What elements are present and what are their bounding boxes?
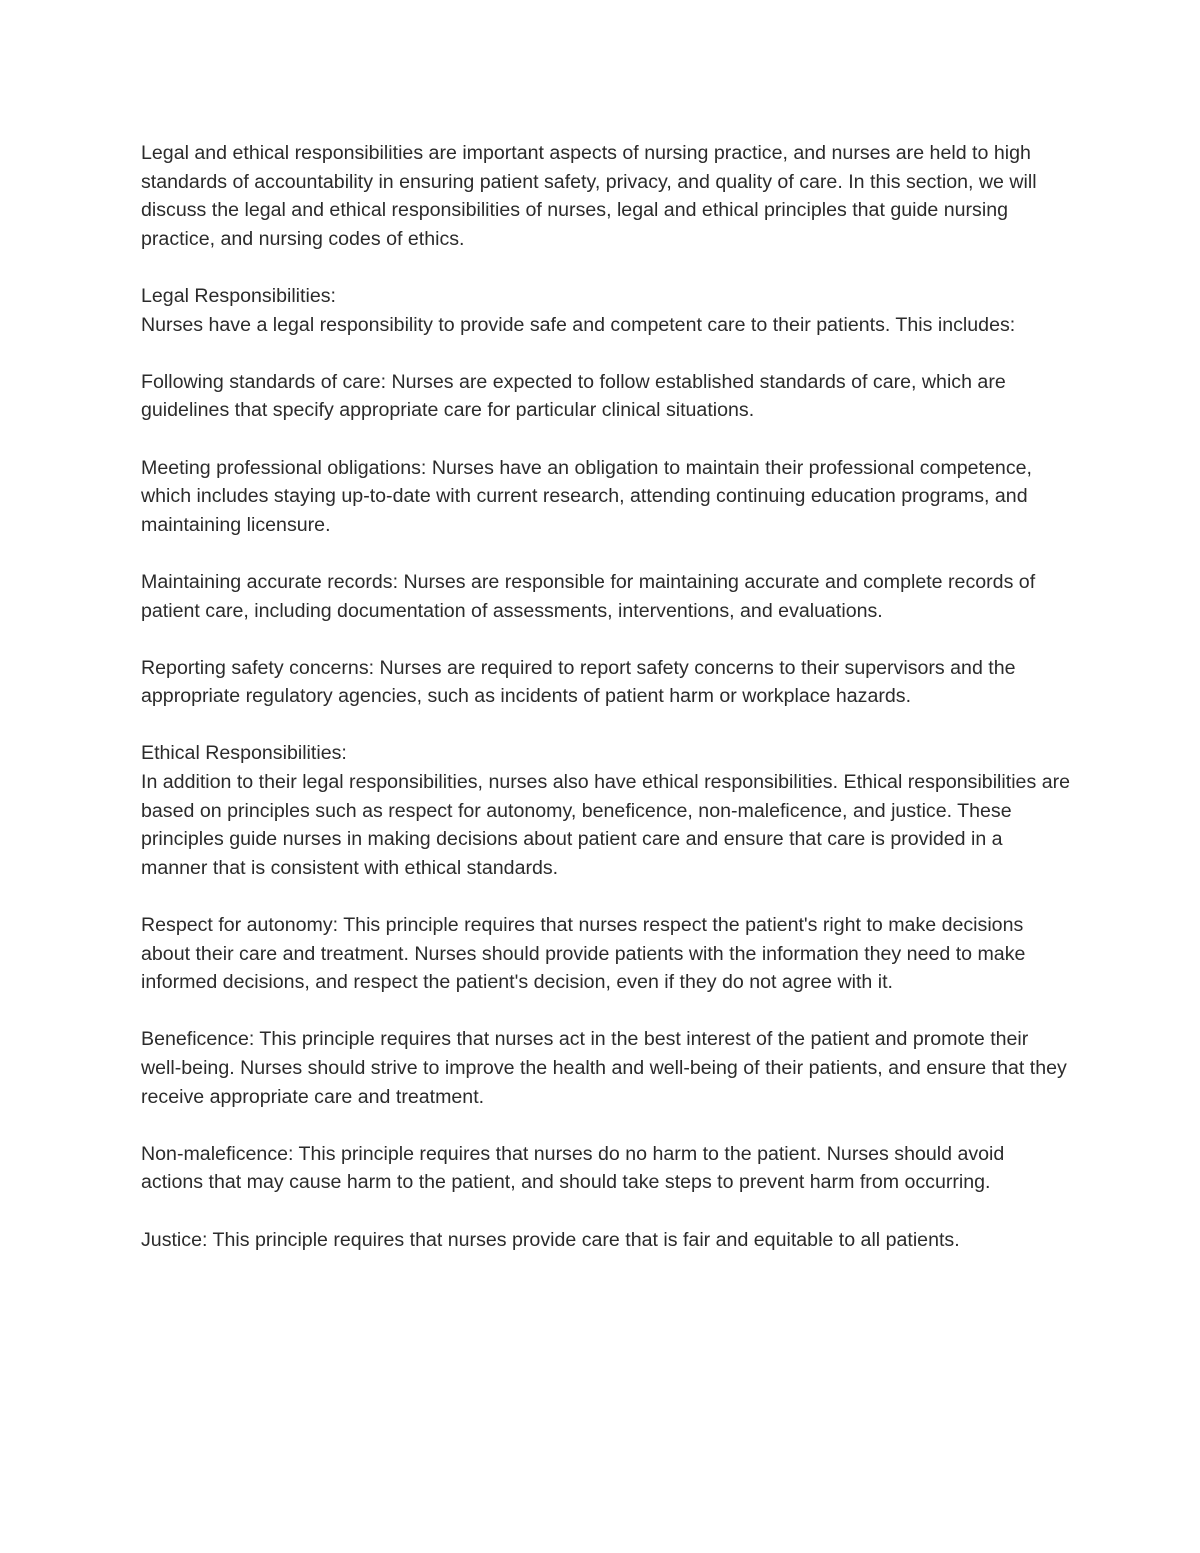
legal-item-records: Maintaining accurate records: Nurses are responsible for maintaining accurate and complete records of patient care, including documentation of assessments, interventions, and evaluations. [141, 570, 1036, 622]
legal-item-obligations: Meeting professional obligations: Nurses have an obligation to maintain their professional competence, which includes staying up-to-date with current research, attending continuing education programs, and maintaining licensure. [141, 456, 1032, 536]
legal-item-safety: Reporting safety concerns: Nurses are required to report safety concerns to their supervisors and the appropriate regulatory agencies, such as incidents of patient harm or workplace hazards. [141, 656, 1016, 708]
legal-heading: Legal Responsibilities: [141, 284, 336, 307]
ethical-item-beneficence: Beneficence: This principle requires that nurses act in the best interest of the patient and promote their well-being. Nurses should strive to improve the health and well-being of their patients, and ensure that they receive appropriate care and treatment. [141, 1028, 1067, 1108]
intro-paragraph: Legal and ethical responsibilities are important aspects of nursing practice, and nurses are held to high standards of accountability in ensuring patient safety, privacy, and quality of care. In this section, we will discuss the legal and ethical responsibilities of nurses, legal and ethical principles that guide nursing practice, and nursing codes of ethics. [141, 142, 1037, 250]
legal-item-standards: Following standards of care: Nurses are expected to follow established standards of care, which are guidelines that specify appropriate care for particular clinical situations. [141, 370, 1006, 422]
ethical-heading: Ethical Responsibilities: [141, 742, 347, 765]
ethical-item-justice: Justice: This principle requires that nurses provide care that is fair and equitable to all patients. [141, 1228, 960, 1251]
ethical-item-non-maleficence: Non-maleficence: This principle requires that nurses do no harm to the patient. Nurses should avoid actions that may cause harm to the patient, and should take steps to prevent harm from occurring. [141, 1142, 1005, 1194]
ethical-intro-paragraph: In addition to their legal responsibilities, nurses also have ethical responsibilities. Ethical responsibilities are based on principles such as respect for autonomy, beneficence, non-maleficence, and justice. These principles guide nurses in making decisions about patient care and ensure that care is provided in a manner that is consistent with ethical standards. [141, 771, 1071, 879]
ethical-item-autonomy: Respect for autonomy: This principle requires that nurses respect the patient's right to make decisions about their care and treatment. Nurses should provide patients with the information they need to make informed decisions, and respect the patient's decision, even if they do not agree with it. [141, 914, 1026, 994]
legal-intro-paragraph: Nurses have a legal responsibility to provide safe and competent care to their patients. This includes: [141, 313, 1016, 336]
document-body [141, 139, 1071, 1283]
